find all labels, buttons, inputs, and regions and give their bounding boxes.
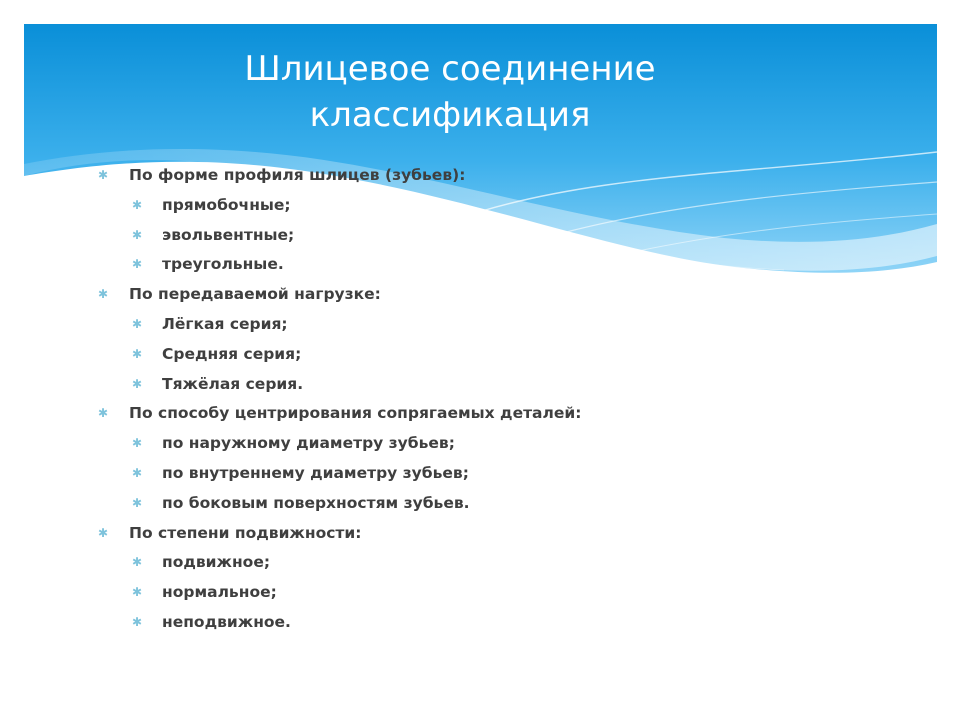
list-item-subitem <box>98 549 918 579</box>
list-item-subitem <box>98 222 918 252</box>
asterisk-bullet-icon: ✱ <box>132 316 143 331</box>
list-item-subitem <box>98 609 918 639</box>
list-item-text: По передаваемой нагрузке: <box>129 285 381 304</box>
asterisk-bullet-icon: ✱ <box>132 346 143 361</box>
asterisk-bullet-icon: ✱ <box>132 227 143 242</box>
list-item-category <box>98 162 918 192</box>
list-item-text: Тяжёлая серия. <box>162 374 304 393</box>
slide-title <box>140 46 760 138</box>
list-item-subitem <box>98 430 918 460</box>
list-item-text: Средняя серия; <box>162 344 302 363</box>
list-item-text: треугольные. <box>162 255 284 274</box>
list-item-subitem <box>98 192 918 222</box>
list-item-category <box>98 400 918 430</box>
list-item-text: эвольвентные; <box>162 225 295 244</box>
list-item-subitem <box>98 311 918 341</box>
asterisk-bullet-icon: ✱ <box>132 465 143 480</box>
list-item-category <box>98 281 918 311</box>
asterisk-bullet-icon: ✱ <box>98 406 109 421</box>
list-item-text: по боковым поверхностям зубьев. <box>162 493 470 512</box>
asterisk-bullet-icon: ✱ <box>98 168 109 182</box>
asterisk-bullet-icon: ✱ <box>132 585 143 600</box>
title-line-1: Шлицевое соединение <box>244 49 656 89</box>
list-item-text: По форме профиля шлицев (зубьев): <box>129 166 466 184</box>
title-line-2: классификация <box>309 95 591 135</box>
asterisk-bullet-icon: ✱ <box>132 495 143 510</box>
asterisk-bullet-icon: ✱ <box>132 376 143 391</box>
list-item-text: неподвижное. <box>162 612 291 631</box>
list-item-category <box>98 520 918 550</box>
list-item-subitem <box>98 371 918 401</box>
asterisk-bullet-icon: ✱ <box>132 614 143 629</box>
asterisk-bullet-icon: ✱ <box>98 525 109 540</box>
bullet-list <box>98 162 918 639</box>
asterisk-bullet-icon: ✱ <box>98 287 109 302</box>
list-item-subitem <box>98 341 918 371</box>
list-item-text: по внутреннему диаметру зубьев; <box>162 463 469 482</box>
asterisk-bullet-icon: ✱ <box>132 197 143 212</box>
list-item-subitem <box>98 490 918 520</box>
list-item-subitem <box>98 579 918 609</box>
asterisk-bullet-icon: ✱ <box>132 555 143 570</box>
list-item-text: подвижное; <box>162 553 271 572</box>
list-item-text: по наружному диаметру зубьев; <box>162 434 455 453</box>
list-item-text: По степени подвижности: <box>129 523 362 542</box>
list-item-text: нормальное; <box>162 583 277 602</box>
asterisk-bullet-icon: ✱ <box>132 436 143 451</box>
list-item-subitem <box>98 251 918 281</box>
list-item-text: прямобочные; <box>162 195 291 214</box>
list-item-text: По способу центрирования сопрягаемых деталей: <box>129 404 582 423</box>
list-item-subitem <box>98 460 918 490</box>
list-item-text: Лёгкая серия; <box>162 314 288 333</box>
asterisk-bullet-icon: ✱ <box>132 257 143 272</box>
